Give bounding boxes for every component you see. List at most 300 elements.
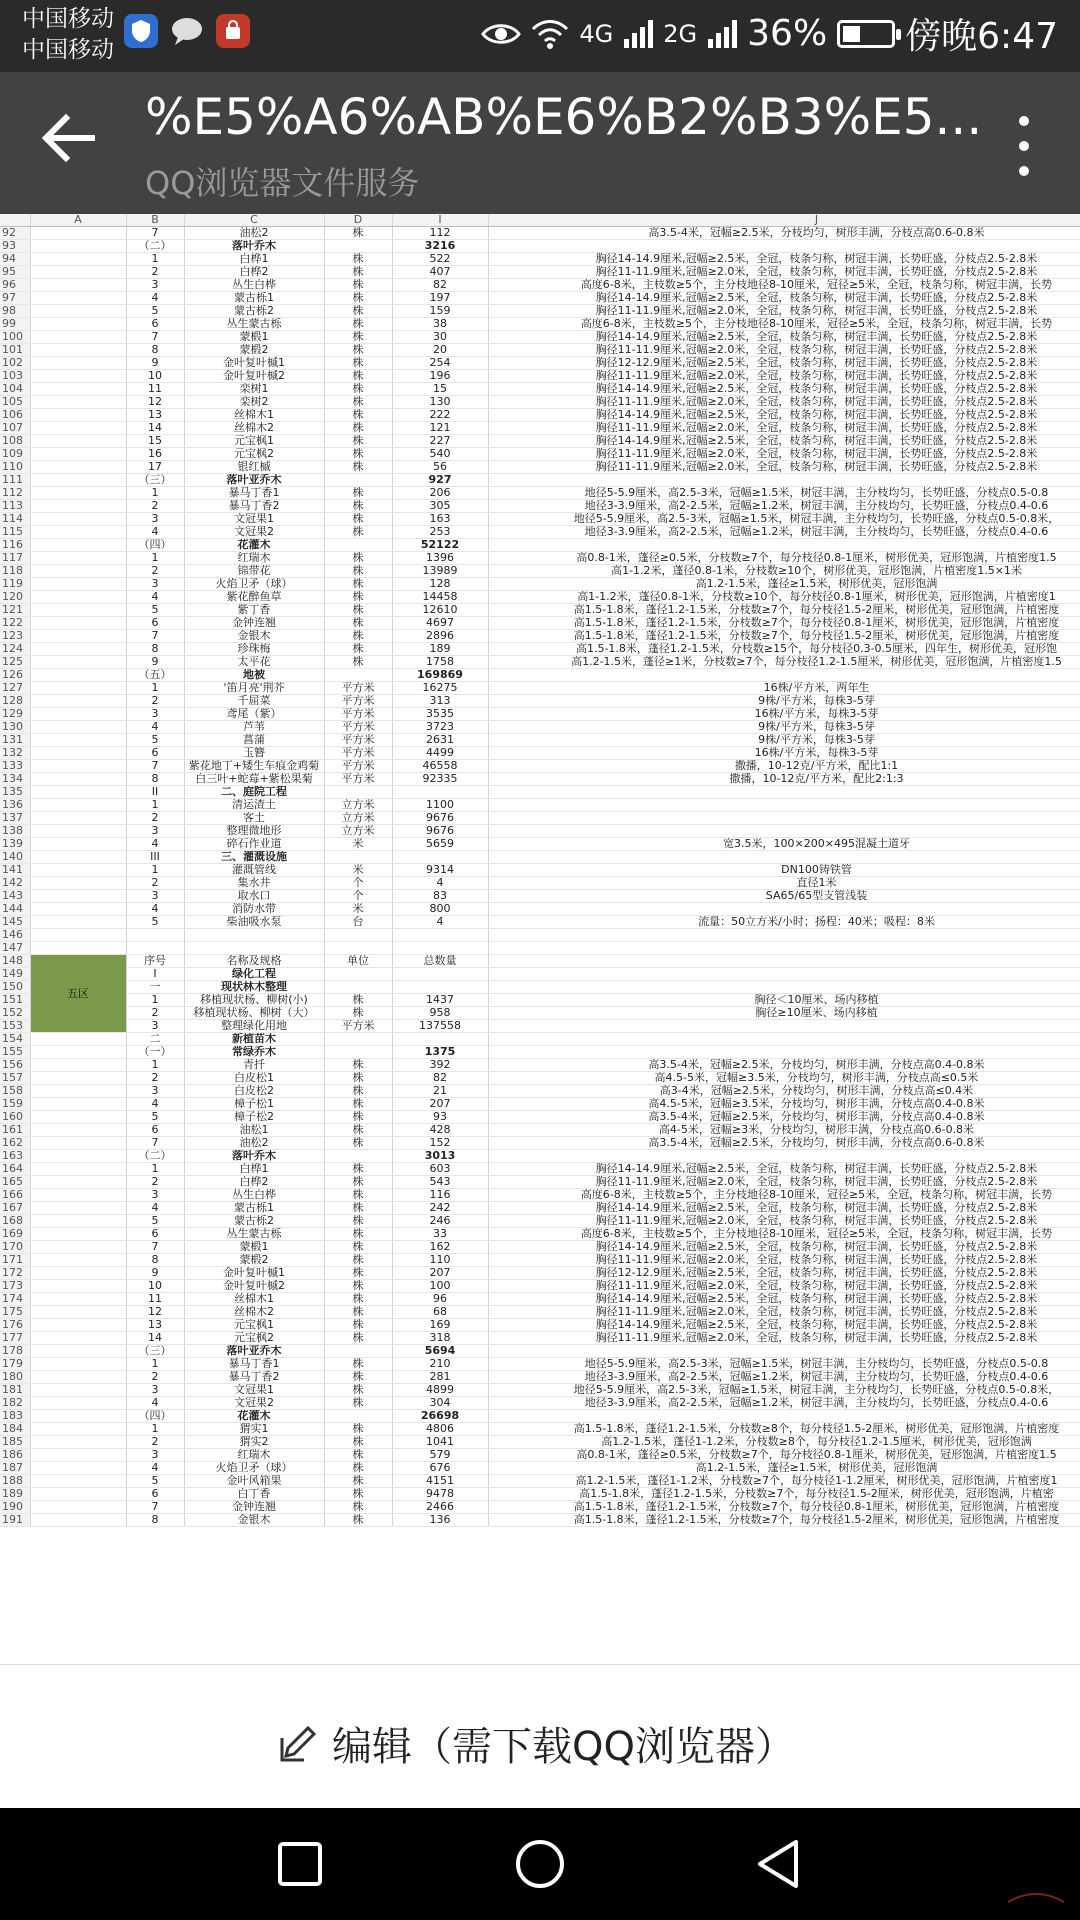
cell[interactable]: 株 <box>324 279 392 292</box>
cell[interactable]: （三） <box>126 474 184 487</box>
cell[interactable]: 676 <box>392 1462 488 1475</box>
cell[interactable]: 196 <box>392 370 488 383</box>
cell[interactable]: 胸径14-14.9厘米,冠幅≥2.5米，全冠，枝条匀称，树冠丰满，长势旺盛，分枝点2.5-2.8米 <box>488 331 1080 344</box>
cell[interactable]: 胸径＜10厘米、场内移植 <box>488 994 1080 1007</box>
cell[interactable]: 4499 <box>392 747 488 760</box>
cell[interactable]: 名称及规格 <box>184 955 324 968</box>
cell[interactable]: 整理绿化用地 <box>184 1020 324 1033</box>
cell[interactable] <box>488 240 1080 253</box>
cell[interactable]: 白三叶+蛇莓+紫松果菊 <box>184 773 324 786</box>
cell[interactable]: 胸径11-11.9厘米,冠幅≥2.0米，全冠，枝条匀称，树冠丰满，长势旺盛，分枝点2.5-2.8米 <box>488 448 1080 461</box>
cell[interactable]: 高1.5-1.8米，蓬径1.2-1.5米，分枝数≥7个，每分枝径0.8-1厘米，树形优美，冠形饱满，片植密度 <box>488 1501 1080 1514</box>
cell[interactable]: 暴马丁香1 <box>184 1358 324 1371</box>
cell[interactable]: 平方米 <box>324 747 392 760</box>
cell[interactable] <box>30 1436 126 1449</box>
cell[interactable]: 油松1 <box>184 1124 324 1137</box>
cell[interactable]: 13989 <box>392 565 488 578</box>
cell[interactable] <box>30 1098 126 1111</box>
cell[interactable]: 207 <box>392 1267 488 1280</box>
cell[interactable]: 平方米 <box>324 721 392 734</box>
cell[interactable]: 蒙椴2 <box>184 1254 324 1267</box>
cell[interactable]: 地径3-3.9厘米，高2-2.5米，冠幅≥1.2米，树冠丰满，主分枝均匀，长势旺盛，分枝点0.4-0.6 <box>488 1371 1080 1384</box>
cell[interactable] <box>30 1267 126 1280</box>
cell[interactable]: 1 <box>126 682 184 695</box>
cell[interactable]: 5659 <box>392 838 488 851</box>
cell[interactable] <box>30 1033 126 1046</box>
cell[interactable]: 落叶亚乔木 <box>184 474 324 487</box>
cell[interactable]: 12610 <box>392 604 488 617</box>
cell[interactable]: 株 <box>324 292 392 305</box>
cell[interactable]: 高3.5-4米，冠幅≥2.5米，分枝均匀，树形丰满，分枝点高0.4-0.8米 <box>488 1059 1080 1072</box>
cell[interactable]: 紫花醉鱼草 <box>184 591 324 604</box>
cell[interactable]: 130 <box>392 396 488 409</box>
cell[interactable]: 蒙古栎1 <box>184 1202 324 1215</box>
cell[interactable] <box>30 1176 126 1189</box>
cell[interactable]: 高1.5-1.8米，蓬径1.2-1.5米，分枝数≥7个，每分枝径1.5-2厘米，树形优美，冠形饱满，片植密度 <box>488 1514 1080 1527</box>
cell[interactable]: 2 <box>126 1176 184 1189</box>
cell[interactable] <box>30 838 126 851</box>
cell[interactable]: 金叶风箱果 <box>184 1475 324 1488</box>
cell[interactable]: 株 <box>324 656 392 669</box>
cell[interactable]: 株 <box>324 630 392 643</box>
cell[interactable]: 3 <box>126 708 184 721</box>
cell[interactable]: 落叶亚乔木 <box>184 1345 324 1358</box>
cell[interactable]: 4151 <box>392 1475 488 1488</box>
cell[interactable] <box>488 1150 1080 1163</box>
cell[interactable]: 米 <box>324 864 392 877</box>
cell[interactable] <box>488 1345 1080 1358</box>
cell[interactable]: 白桦1 <box>184 1163 324 1176</box>
cell[interactable]: 8 <box>126 643 184 656</box>
cell[interactable]: 株 <box>324 1124 392 1137</box>
cell[interactable]: 4899 <box>392 1384 488 1397</box>
cell[interactable] <box>30 266 126 279</box>
cell[interactable]: 3013 <box>392 1150 488 1163</box>
cell[interactable] <box>30 370 126 383</box>
cell[interactable] <box>30 253 126 266</box>
cell[interactable]: 82 <box>392 279 488 292</box>
cell[interactable]: 暴马丁香2 <box>184 500 324 513</box>
cell[interactable] <box>30 1332 126 1345</box>
cell[interactable] <box>30 578 126 591</box>
cell[interactable]: 15 <box>392 383 488 396</box>
cell[interactable]: 地径5-5.9厘米，高2.5-3米，冠幅≥1.5米，树冠丰满，主分枝均匀，长势旺盛，分枝点0.5-0.8米， <box>488 1384 1080 1397</box>
cell[interactable]: 樟子松2 <box>184 1111 324 1124</box>
cell[interactable]: 137558 <box>392 1020 488 1033</box>
cell[interactable]: 株 <box>324 591 392 604</box>
cell[interactable] <box>30 890 126 903</box>
cell[interactable]: 242 <box>392 1202 488 1215</box>
cell[interactable]: 胸径≥10厘米、场内移植 <box>488 1007 1080 1020</box>
cell[interactable] <box>30 903 126 916</box>
cell[interactable] <box>30 383 126 396</box>
cell[interactable]: 胸径11-11.9厘米,冠幅≥2.0米，全冠，枝条匀称，树冠丰满，长势旺盛，分枝点2.5-2.8米 <box>488 1254 1080 1267</box>
cell[interactable]: 米 <box>324 903 392 916</box>
cell[interactable]: 银红槭 <box>184 461 324 474</box>
cell[interactable]: 227 <box>392 435 488 448</box>
cell[interactable]: 株 <box>324 370 392 383</box>
cell[interactable] <box>30 1059 126 1072</box>
cell[interactable]: 蒙古栎2 <box>184 305 324 318</box>
cell[interactable] <box>324 474 392 487</box>
cell[interactable]: 68 <box>392 1306 488 1319</box>
cell[interactable]: 白丁香 <box>184 1488 324 1501</box>
cell[interactable] <box>488 942 1080 955</box>
cell[interactable]: 高3-4米，冠幅≥2.5米，分枝均匀，树形丰满，分枝点高≤0.4米 <box>488 1085 1080 1098</box>
cell[interactable] <box>324 981 392 994</box>
cell[interactable]: 7 <box>126 630 184 643</box>
cell[interactable] <box>30 1384 126 1397</box>
cell[interactable]: 地径3-3.9厘米，高2-2.5米，冠幅≥1.2米，树冠丰满，主分枝均匀，长势旺盛，分枝点0.4-0.6 <box>488 1397 1080 1410</box>
cell[interactable] <box>30 305 126 318</box>
cell[interactable]: 高1.5-1.8米，蓬径1.2-1.5米，分枝数≥7个，每分枝径1.5-2厘米，树形优美，冠形饱满，片植密 <box>488 1488 1080 1501</box>
cell[interactable]: 株 <box>324 552 392 565</box>
cell[interactable] <box>30 1345 126 1358</box>
cell[interactable]: 540 <box>392 448 488 461</box>
cell[interactable] <box>30 851 126 864</box>
cell[interactable]: 15 <box>126 435 184 448</box>
cell[interactable]: 9株/平方米，每株3-5芽 <box>488 721 1080 734</box>
cell[interactable]: 文冠果2 <box>184 526 324 539</box>
cell[interactable]: 304 <box>392 1397 488 1410</box>
cell[interactable]: 元宝枫1 <box>184 1319 324 1332</box>
cell[interactable]: 13 <box>126 1319 184 1332</box>
cell[interactable]: 猬实1 <box>184 1423 324 1436</box>
cell[interactable]: 株 <box>324 1475 392 1488</box>
cell[interactable]: 樟子松1 <box>184 1098 324 1111</box>
cell[interactable]: 平方米 <box>324 1020 392 1033</box>
cell[interactable] <box>30 448 126 461</box>
cell[interactable]: 金叶复叶槭2 <box>184 1280 324 1293</box>
cell[interactable] <box>488 955 1080 968</box>
cell[interactable]: 蒙椴2 <box>184 344 324 357</box>
column-header[interactable]: I <box>392 214 488 227</box>
cell[interactable]: 246 <box>392 1215 488 1228</box>
cell[interactable]: 株 <box>324 409 392 422</box>
cell[interactable] <box>324 1150 392 1163</box>
cell[interactable]: 46558 <box>392 760 488 773</box>
cell[interactable]: 1 <box>126 994 184 1007</box>
cell[interactable]: 株 <box>324 1423 392 1436</box>
cell[interactable] <box>30 1488 126 1501</box>
cell[interactable]: 1758 <box>392 656 488 669</box>
cell[interactable]: 胸径14-14.9厘米,冠幅≥2.5米，全冠，枝条匀称，树冠丰满，长势旺盛，分枝点2.5-2.8米 <box>488 1241 1080 1254</box>
cell[interactable]: 金银木 <box>184 630 324 643</box>
cell[interactable]: 152 <box>392 1137 488 1150</box>
cell[interactable]: 7 <box>126 1137 184 1150</box>
cell[interactable]: 1437 <box>392 994 488 1007</box>
cell[interactable]: 立方米 <box>324 812 392 825</box>
cell[interactable]: 5 <box>126 916 184 929</box>
cell[interactable]: 3 <box>126 1020 184 1033</box>
cell[interactable]: 高1.2-1.5米，蓬径1-1.2米，分枝数≥7个，每分枝径1-1.2厘米，树形优美，冠形饱满，片植密度1 <box>488 1475 1080 1488</box>
cell[interactable]: 169 <box>392 1319 488 1332</box>
cell[interactable] <box>324 968 392 981</box>
cell[interactable] <box>30 1410 126 1423</box>
cell[interactable]: 210 <box>392 1358 488 1371</box>
cell[interactable] <box>30 1215 126 1228</box>
cell[interactable]: （五） <box>126 669 184 682</box>
cell[interactable]: 株 <box>324 1267 392 1280</box>
cell[interactable] <box>324 929 392 942</box>
cell[interactable]: 地径3-3.9厘米，高2-2.5米，冠幅≥1.2米，树冠丰满，主分枝均匀，长势旺盛，分枝点0.4-0.6 <box>488 526 1080 539</box>
cell[interactable]: 一 <box>126 981 184 994</box>
cell[interactable]: 100 <box>392 1280 488 1293</box>
cell[interactable] <box>30 643 126 656</box>
cell[interactable]: 胸径11-11.9厘米,冠幅≥2.0米，全冠，枝条匀称，树冠丰满，长势旺盛，分枝点2.5-2.8米 <box>488 305 1080 318</box>
cell[interactable]: 胸径11-11.9厘米,冠幅≥2.0米，全冠，枝条匀称，树冠丰满，长势旺盛，分枝点2.5-2.8米 <box>488 370 1080 383</box>
cell[interactable]: 地被 <box>184 669 324 682</box>
cell[interactable]: 522 <box>392 253 488 266</box>
cell[interactable]: 3216 <box>392 240 488 253</box>
cell[interactable]: 撒播，10-12克/平方米，配比2:1:3 <box>488 773 1080 786</box>
cell[interactable]: 株 <box>324 1059 392 1072</box>
cell[interactable]: 579 <box>392 1449 488 1462</box>
cell[interactable]: 株 <box>324 1462 392 1475</box>
cell[interactable]: 米 <box>324 838 392 851</box>
cell[interactable]: 丛生白桦 <box>184 279 324 292</box>
cell[interactable]: 株 <box>324 227 392 240</box>
cell[interactable]: 常绿乔木 <box>184 1046 324 1059</box>
cell[interactable] <box>30 591 126 604</box>
cell[interactable] <box>30 1475 126 1488</box>
cell[interactable]: 株 <box>324 604 392 617</box>
cell[interactable]: 紫丁香 <box>184 604 324 617</box>
cell[interactable] <box>488 1046 1080 1059</box>
cell[interactable]: 株 <box>324 1072 392 1085</box>
cell[interactable]: 暴马丁香1 <box>184 487 324 500</box>
cell[interactable]: 8 <box>126 344 184 357</box>
cell[interactable] <box>30 1124 126 1137</box>
cell[interactable] <box>392 1033 488 1046</box>
cell[interactable] <box>488 669 1080 682</box>
cell[interactable]: 1 <box>126 1358 184 1371</box>
cell[interactable] <box>324 669 392 682</box>
cell[interactable]: 927 <box>392 474 488 487</box>
cell[interactable]: 株 <box>324 1098 392 1111</box>
cell[interactable]: 958 <box>392 1007 488 1020</box>
cell[interactable] <box>30 669 126 682</box>
cell[interactable]: 2 <box>126 1072 184 1085</box>
cell[interactable]: 胸径14-14.9厘米,冠幅≥2.5米，全冠，枝条匀称，树冠丰满，长势旺盛，分枝点2.5-2.8米 <box>488 1293 1080 1306</box>
cell[interactable]: 文冠果1 <box>184 1384 324 1397</box>
cell[interactable]: 胸径11-11.9厘米,冠幅≥2.0米，全冠，枝条匀称，树冠丰满，长势旺盛，分枝点2.5-2.8米 <box>488 344 1080 357</box>
cell[interactable] <box>30 565 126 578</box>
cell[interactable]: 5694 <box>392 1345 488 1358</box>
cell[interactable]: 9478 <box>392 1488 488 1501</box>
cell[interactable]: 蒙古栎1 <box>184 292 324 305</box>
cell[interactable]: 株 <box>324 1319 392 1332</box>
cell[interactable]: 金叶复叶槭1 <box>184 357 324 370</box>
cell[interactable]: 菖蒲 <box>184 734 324 747</box>
cell[interactable] <box>30 1241 126 1254</box>
cell[interactable]: SA65/65型支管浅装 <box>488 890 1080 903</box>
cell[interactable] <box>30 864 126 877</box>
cell[interactable]: 紫花地丁+矮生车痕金鸡菊 <box>184 760 324 773</box>
cell[interactable] <box>392 851 488 864</box>
cell[interactable]: 高4.5-5米，冠幅≥3.5米，分枝均匀，树形丰满，分枝点高≤0.5米 <box>488 1072 1080 1085</box>
cell[interactable] <box>30 1306 126 1319</box>
cell[interactable]: 立方米 <box>324 825 392 838</box>
cell[interactable]: 元宝枫2 <box>184 1332 324 1345</box>
cell[interactable]: 4 <box>126 903 184 916</box>
cell[interactable]: 株 <box>324 396 392 409</box>
cell[interactable]: 丝棉木2 <box>184 1306 324 1319</box>
cell[interactable] <box>392 929 488 942</box>
cell[interactable]: 珍珠梅 <box>184 643 324 656</box>
cell[interactable]: 9 <box>126 357 184 370</box>
cell[interactable] <box>30 773 126 786</box>
cell[interactable] <box>30 539 126 552</box>
spreadsheet-view[interactable] <box>0 214 1080 1664</box>
cell[interactable]: 白桦2 <box>184 1176 324 1189</box>
cell[interactable]: 800 <box>392 903 488 916</box>
cell[interactable]: 平方米 <box>324 760 392 773</box>
cell[interactable]: 台 <box>324 916 392 929</box>
cell[interactable]: 地径5-5.9厘米，高2.5-3米，冠幅≥1.5米，树冠丰满，主分枝均匀，长势旺盛，分枝点0.5-0.8米， <box>488 513 1080 526</box>
cell[interactable]: 9676 <box>392 825 488 838</box>
cell[interactable]: 3 <box>126 1189 184 1202</box>
cell[interactable] <box>30 461 126 474</box>
cell[interactable]: 株 <box>324 461 392 474</box>
cell[interactable]: 株 <box>324 1137 392 1150</box>
cell[interactable]: 株 <box>324 565 392 578</box>
cell[interactable]: 蒙古栎2 <box>184 1215 324 1228</box>
cell[interactable]: 38 <box>392 318 488 331</box>
cell[interactable]: 个 <box>324 890 392 903</box>
cell[interactable]: 163 <box>392 513 488 526</box>
cell[interactable]: 2 <box>126 695 184 708</box>
cell[interactable]: 胸径11-11.9厘米,冠幅≥2.0米，全冠，枝条匀称，树冠丰满，长势旺盛，分枝点2.5-2.8米 <box>488 1176 1080 1189</box>
cell[interactable] <box>30 1111 126 1124</box>
cell[interactable]: 株 <box>324 1215 392 1228</box>
cell[interactable] <box>488 799 1080 812</box>
cell[interactable] <box>30 916 126 929</box>
cell[interactable]: 高度6-8米，主枝数≥5个，主分枝地径8-10厘米，冠径≥5米，全冠，枝条匀称，树冠丰满，长势 <box>488 318 1080 331</box>
cell[interactable]: 6 <box>126 1124 184 1137</box>
cell[interactable] <box>324 1410 392 1423</box>
cell[interactable] <box>30 318 126 331</box>
cell[interactable]: 169869 <box>392 669 488 682</box>
cell[interactable]: 313 <box>392 695 488 708</box>
cell[interactable]: 直径1米 <box>488 877 1080 890</box>
cell[interactable]: 13 <box>126 409 184 422</box>
cell[interactable] <box>488 903 1080 916</box>
cell[interactable]: 丝棉木2 <box>184 422 324 435</box>
cell[interactable] <box>30 734 126 747</box>
cell[interactable]: 6 <box>126 1228 184 1241</box>
cell[interactable]: 10 <box>126 370 184 383</box>
cell[interactable]: 高0.8-1米，蓬径≥0.5米，分枝数≥7个，每分枝径0.8-1厘米，树形优美，冠形饱满，片植密度1.5 <box>488 552 1080 565</box>
cell[interactable]: 26698 <box>392 1410 488 1423</box>
cell[interactable]: 207 <box>392 1098 488 1111</box>
cell[interactable]: 14 <box>126 1332 184 1345</box>
cell[interactable]: 高1.2-1.5米，蓬径≥1米，分枝数≥7个，每分枝径1.2-1.5厘米，树形优美，冠形饱满，片植密度1.5 <box>488 656 1080 669</box>
cell[interactable] <box>30 721 126 734</box>
cell[interactable]: 高度6-8米，主枝数≥5个，主分枝地径8-10厘米，冠径≥5米，全冠，枝条匀称，树冠丰满，长势 <box>488 1189 1080 1202</box>
cell[interactable]: 2 <box>126 266 184 279</box>
cell[interactable]: 胸径14-14.9厘米,冠幅≥2.5米，全冠，枝条匀称，树冠丰满，长势旺盛，分枝点2.5-2.8米 <box>488 435 1080 448</box>
cell[interactable]: 3 <box>126 578 184 591</box>
cell[interactable] <box>30 1371 126 1384</box>
cell[interactable] <box>30 929 126 942</box>
cell[interactable]: 胸径11-11.9厘米,冠幅≥2.0米，全冠，枝条匀称，树冠丰满，长势旺盛，分枝点2.5-2.8米 <box>488 1306 1080 1319</box>
cell[interactable]: 株 <box>324 643 392 656</box>
cell[interactable]: 83 <box>392 890 488 903</box>
cell[interactable] <box>30 357 126 370</box>
cell[interactable]: 株 <box>324 578 392 591</box>
cell[interactable]: 4 <box>126 526 184 539</box>
cell[interactable]: 平方米 <box>324 734 392 747</box>
cell[interactable] <box>30 422 126 435</box>
cell[interactable] <box>488 851 1080 864</box>
cell[interactable]: 159 <box>392 305 488 318</box>
cell[interactable] <box>30 513 126 526</box>
cell[interactable]: II <box>126 786 184 799</box>
cell[interactable]: 4 <box>126 721 184 734</box>
cell[interactable]: （四） <box>126 539 184 552</box>
cell[interactable]: 落叶乔木 <box>184 1150 324 1163</box>
cell[interactable] <box>30 1072 126 1085</box>
cell[interactable] <box>30 1514 126 1527</box>
cell[interactable]: 单位 <box>324 955 392 968</box>
cell[interactable]: 3 <box>126 1085 184 1098</box>
cell[interactable]: 株 <box>324 422 392 435</box>
cell[interactable]: 6 <box>126 1488 184 1501</box>
cell[interactable] <box>30 682 126 695</box>
cell[interactable]: 11 <box>126 1293 184 1306</box>
cell[interactable]: 灌溉管线 <box>184 864 324 877</box>
back-nav-button[interactable] <box>752 1836 808 1892</box>
zone-label-cell[interactable]: 五区 <box>30 955 126 1033</box>
cell[interactable] <box>30 1085 126 1098</box>
cell[interactable]: 1 <box>126 487 184 500</box>
cell[interactable]: 高1.5-1.8米，蓬径1.2-1.5米，分枝数≥15个，每分枝径0.3-0.5厘米，四年生，树形优美，冠形饱 <box>488 643 1080 656</box>
cell[interactable]: 花灌木 <box>184 1410 324 1423</box>
cell[interactable]: 高度6-8米，主枝数≥5个，主分枝地径8-10厘米，冠径≥5米，全冠，枝条匀称，树冠丰满，长势 <box>488 1228 1080 1241</box>
cell[interactable]: 胸径11-11.9厘米,冠幅≥2.0米，全冠，枝条匀称，树冠丰满，长势旺盛，分枝点2.5-2.8米 <box>488 1280 1080 1293</box>
cell[interactable]: 胸径11-11.9厘米,冠幅≥2.0米，全冠，枝条匀称，树冠丰满，长势旺盛，分枝点2.5-2.8米 <box>488 396 1080 409</box>
cell[interactable]: 平方米 <box>324 695 392 708</box>
cell[interactable] <box>30 1254 126 1267</box>
cell[interactable]: 元宝枫1 <box>184 435 324 448</box>
cell[interactable]: 4 <box>126 1202 184 1215</box>
cell[interactable]: 1 <box>126 552 184 565</box>
cell[interactable]: 6 <box>126 747 184 760</box>
cell[interactable]: 株 <box>324 1449 392 1462</box>
cell[interactable]: 543 <box>392 1176 488 1189</box>
cell[interactable]: 株 <box>324 318 392 331</box>
cell[interactable]: 3 <box>126 1449 184 1462</box>
cell[interactable] <box>30 695 126 708</box>
cell[interactable]: 9314 <box>392 864 488 877</box>
cell[interactable] <box>324 1345 392 1358</box>
cell[interactable]: 地径5-5.9厘米，高2.5-3米，冠幅≥1.5米，树冠丰满，主分枝均匀，长势旺盛，分枝点0.5-0.8 <box>488 487 1080 500</box>
cell[interactable]: 1 <box>126 1163 184 1176</box>
cell[interactable] <box>488 929 1080 942</box>
cell[interactable]: 花灌木 <box>184 539 324 552</box>
cell[interactable]: 1041 <box>392 1436 488 1449</box>
cell[interactable]: 红瑞木 <box>184 552 324 565</box>
cell[interactable]: 金钟连翘 <box>184 617 324 630</box>
cell[interactable]: 胸径14-14.9厘米,冠幅≥2.5米，全冠，枝条匀称，树冠丰满，长势旺盛，分枝点2.5-2.8米 <box>488 292 1080 305</box>
cell[interactable]: 千屈菜 <box>184 695 324 708</box>
cell[interactable]: 281 <box>392 1371 488 1384</box>
cell[interactable]: 株 <box>324 1397 392 1410</box>
cell[interactable] <box>488 539 1080 552</box>
cell[interactable]: 丛生蒙古栎 <box>184 1228 324 1241</box>
cell[interactable]: 平方米 <box>324 682 392 695</box>
